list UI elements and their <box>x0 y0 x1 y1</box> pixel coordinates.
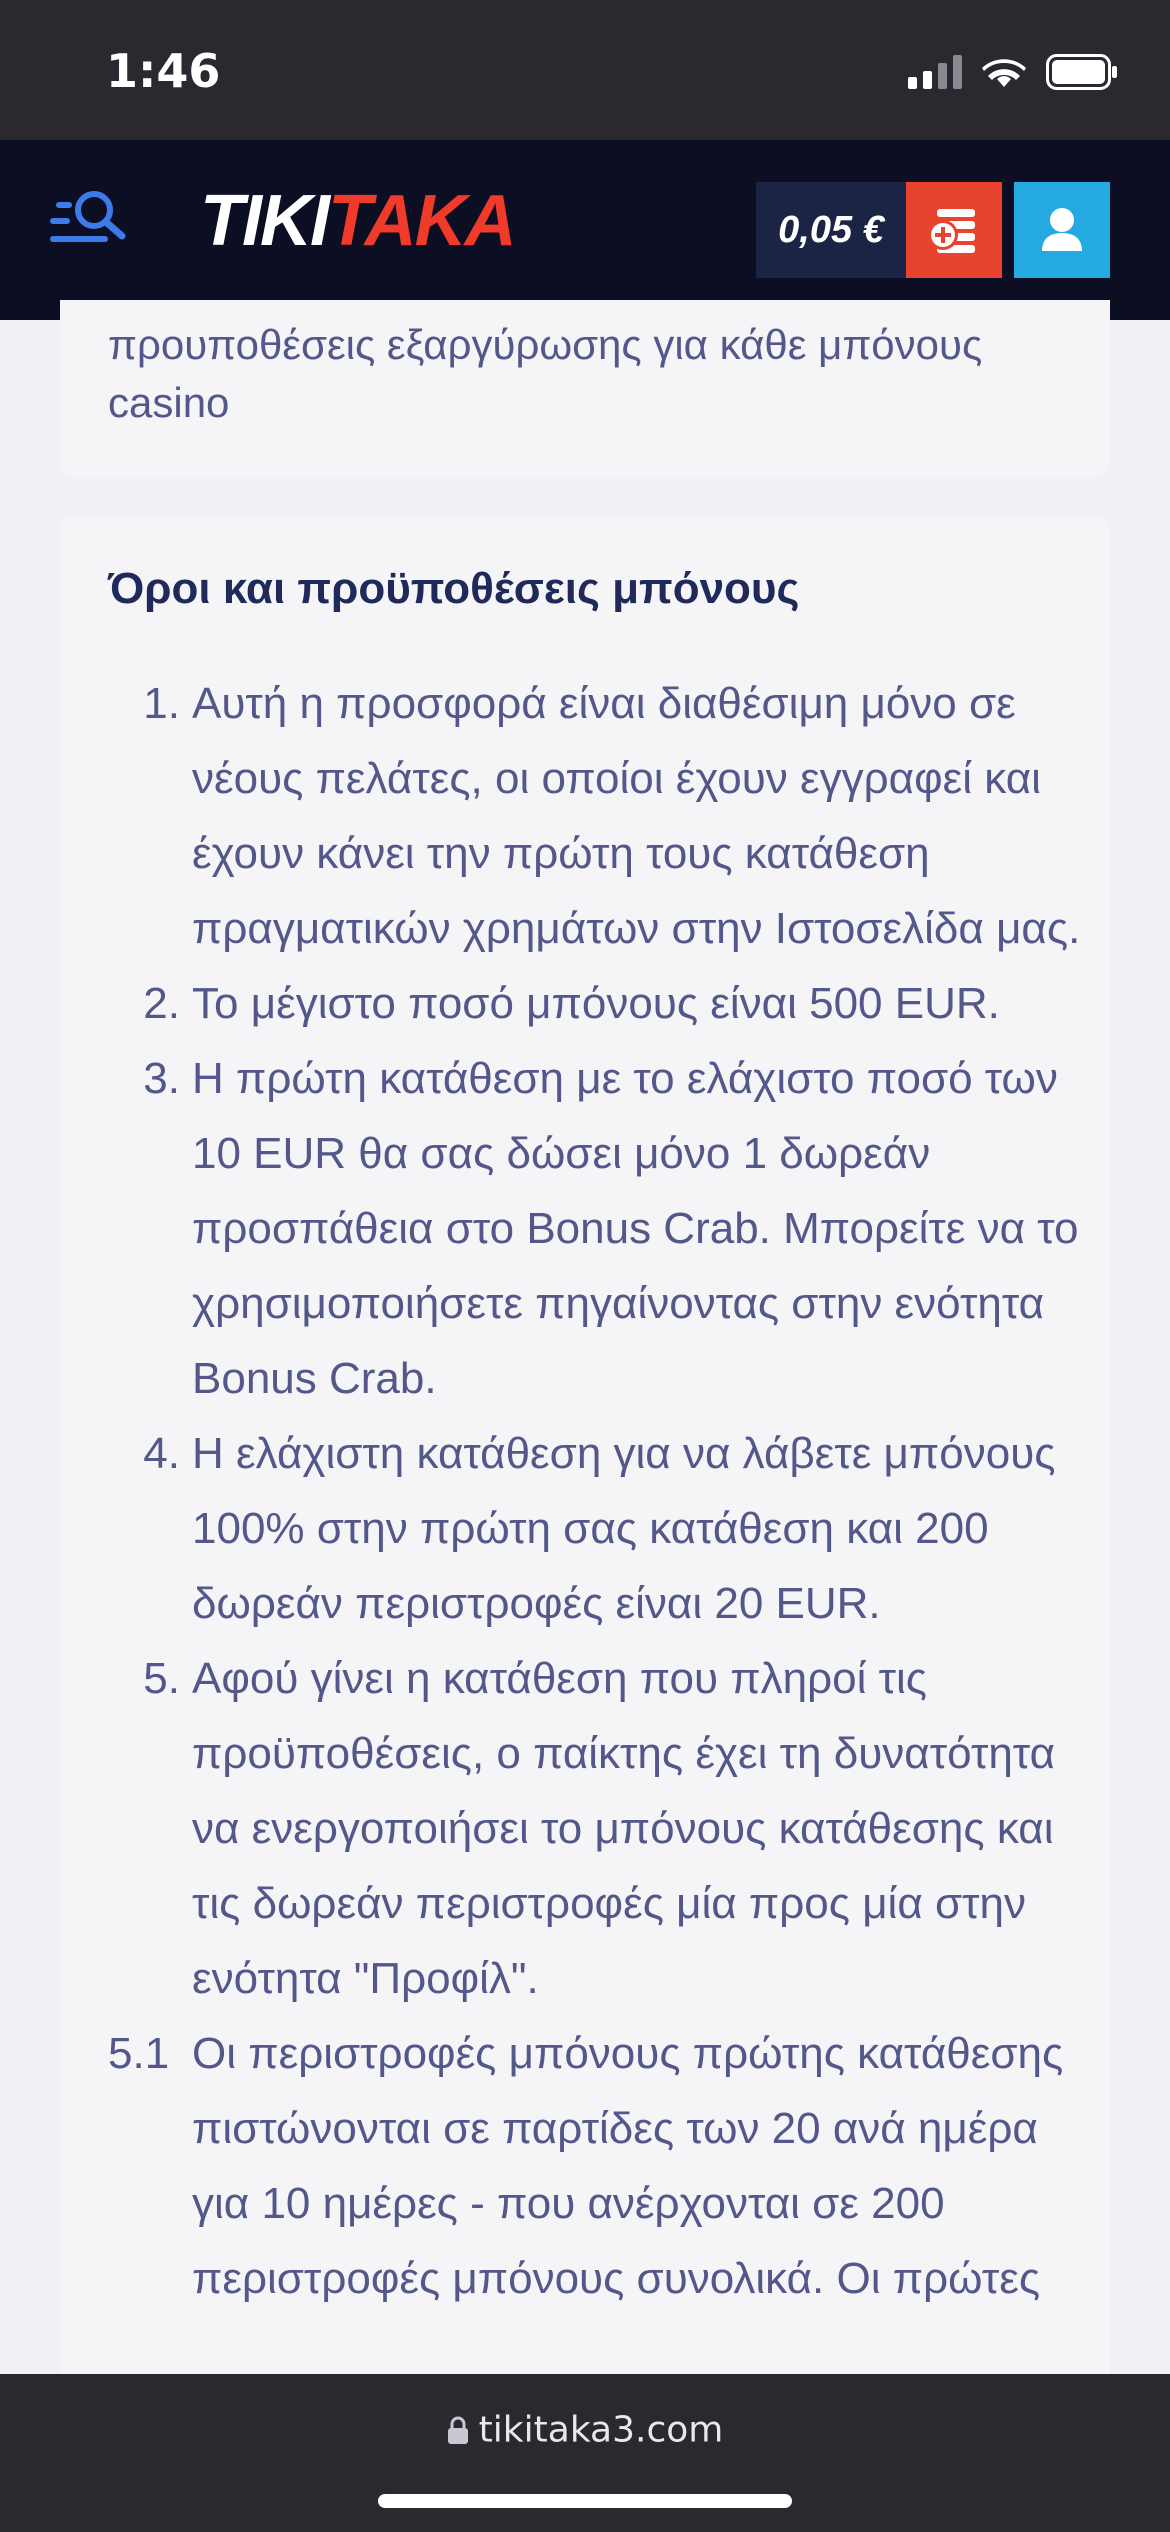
address-bar[interactable] <box>0 2408 1170 2451</box>
term-text: Αφού γίνει η κατάθεση που πληροί τις προϋποθέσεις, ο παίκτης έχει τη δυνατότητα να ενεργοποιήσει το μπόνους κατάθεσης και τις δωρεάν περιστροφές μία προς μία στην ενότητα "Προφίλ". <box>192 1654 1056 2003</box>
term-item <box>108 1041 1088 1416</box>
browser-bar <box>0 2374 1170 2532</box>
term-number: 5.1 <box>108 2029 170 2078</box>
logo-taka: TAKA <box>327 181 515 261</box>
cellular-signal-icon <box>908 55 962 89</box>
term-number: 2. <box>143 979 180 1028</box>
term-number: 3. <box>143 1054 180 1103</box>
terms-title: Όροι και προϋποθέσεις μπόνους <box>108 564 800 613</box>
url-text: tikitaka3.com <box>478 2409 724 2451</box>
term-number: 5. <box>143 1654 180 1703</box>
tikitaka-logo[interactable] <box>200 181 515 261</box>
terms-card <box>60 516 1110 2416</box>
term-text: Αυτή η προσφορά είναι διαθέσιμη μόνο σε νέους πελάτες, οι οποίοι έχουν εγγραφεί και έχουν κάνει την πρώτη τους κατάθεση πραγματικών χρημάτων στην Ιστοσελίδα μας. <box>192 679 1081 953</box>
term-number: 4. <box>143 1429 180 1478</box>
balance-display[interactable]: 0,05 € <box>756 182 906 278</box>
term-item <box>108 966 1088 1041</box>
deposit-button[interactable] <box>906 182 1002 278</box>
status-icons <box>908 52 1118 92</box>
term-text: Η ελάχιστη κατάθεση για να λάβετε μπόνους 100% στην πρώτη σας κατάθεση και 200 δωρεάν περιστροφές είναι 20 EUR. <box>192 1429 1056 1628</box>
status-bar <box>0 0 1170 140</box>
bonus-info-text: προυποθέσεις εξαργύρωσης για κάθε μπόνους casino <box>108 321 983 426</box>
deposit-icon <box>927 207 981 253</box>
wifi-icon <box>982 55 1026 89</box>
home-indicator[interactable] <box>378 2494 792 2508</box>
term-item <box>108 1641 1088 2016</box>
term-item <box>108 666 1088 966</box>
user-icon <box>1040 207 1084 253</box>
term-text: Οι περιστροφές μπόνους πρώτης κατάθεσης πιστώνονται σε παρτίδες των 20 ανά ημέρα για 10 ημέρες - που ανέρχονται σε 200 περιστροφές μπόνους συνολικά. Οι πρώτες <box>192 2029 1064 2303</box>
bonus-info-card <box>60 300 1110 478</box>
battery-icon <box>1046 54 1118 90</box>
lock-icon <box>447 2415 469 2445</box>
term-number: 1. <box>143 679 180 728</box>
terms-list <box>108 666 1088 2316</box>
status-time: 1:46 <box>106 44 221 98</box>
menu-search-icon[interactable] <box>48 188 132 265</box>
term-text: Η πρώτη κατάθεση με το ελάχιστο ποσό των 10 EUR θα σας δώσει μόνο 1 δωρεάν προσπάθεια στο Bonus Crab. Μπορείτε να το χρησιμοποιήσετε πηγαίνοντας στην ενότητα Bonus Crab. <box>192 1054 1079 1403</box>
term-item <box>108 1416 1088 1641</box>
term-item <box>108 2016 1088 2316</box>
term-text: Το μέγιστο ποσό μπόνους είναι 500 EUR. <box>192 979 1000 1028</box>
logo-tiki: TIKI <box>200 181 328 261</box>
profile-button[interactable] <box>1014 182 1110 278</box>
